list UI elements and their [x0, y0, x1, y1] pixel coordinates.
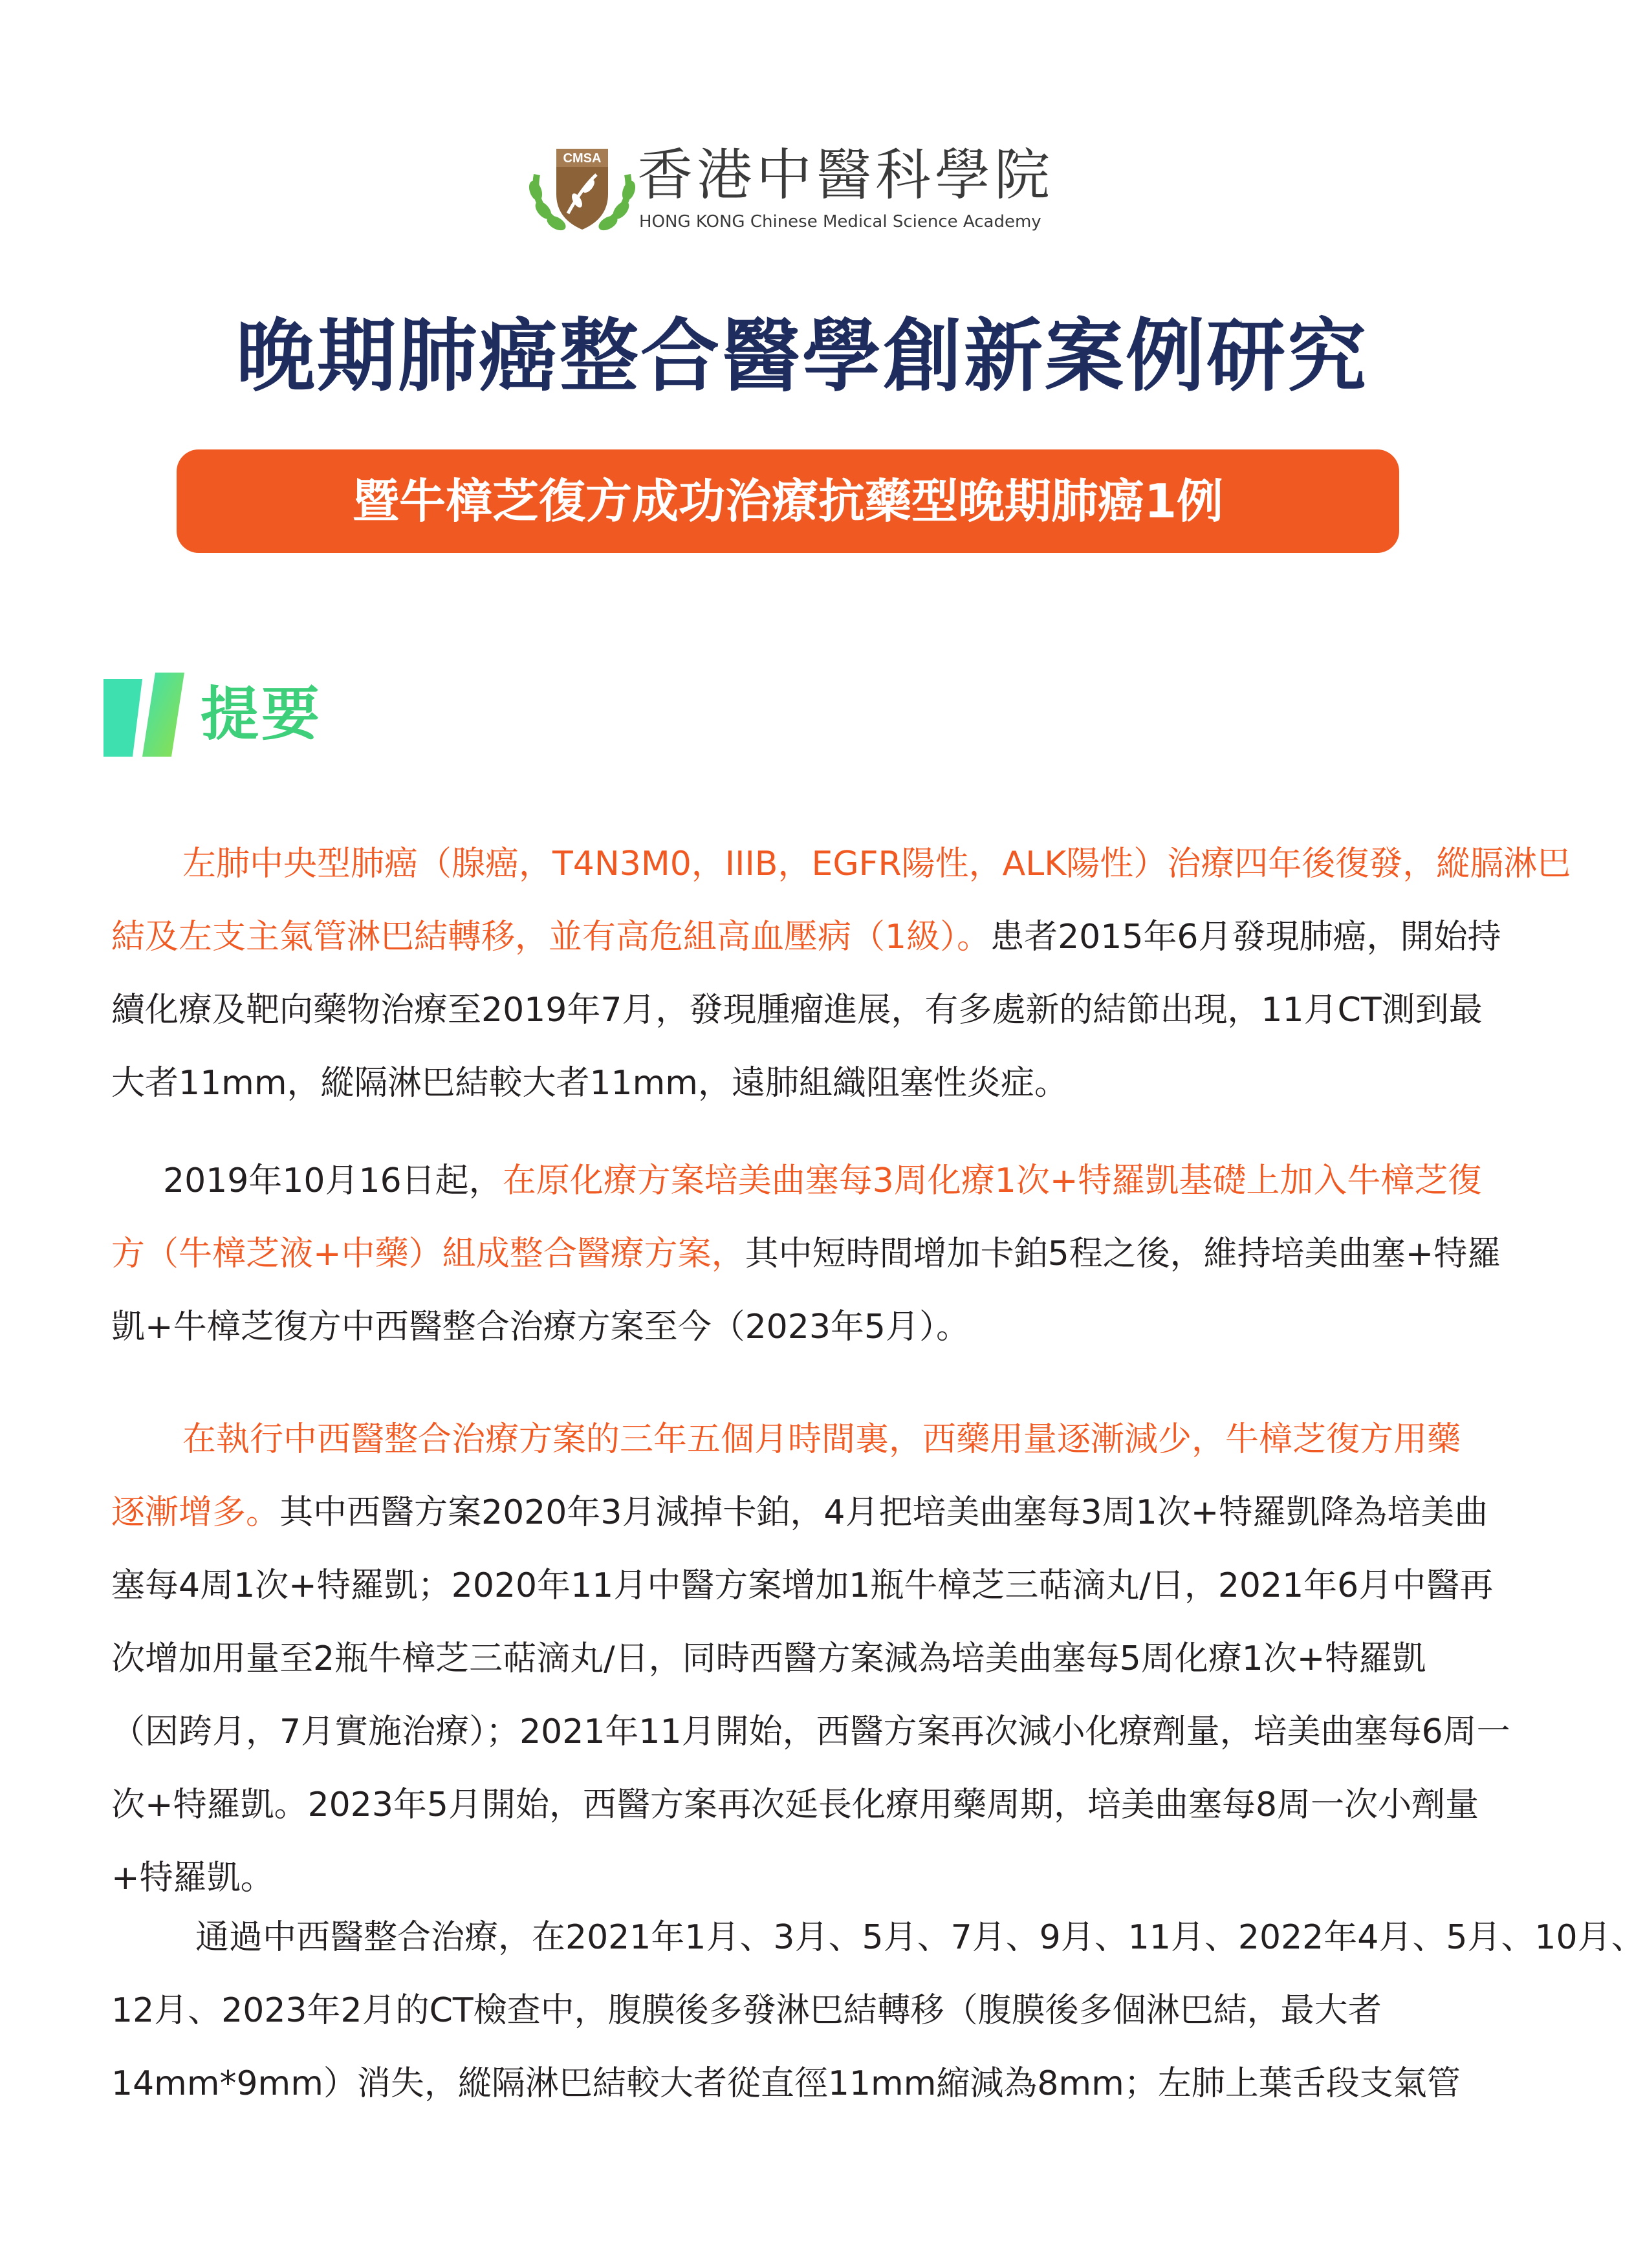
highlighted-text: 左肺中央型肺癌（腺癌，T4N3M0，IIIB，EGFR陽性，ALK陽性）治療四年後復發，縱膈淋巴 [182, 845, 1571, 883]
subtitle-text: 暨牛樟芝復方成功治療抗藥型晚期肺癌1例 [352, 474, 1224, 528]
summary-paragraph-1 [111, 828, 1571, 1120]
cmsa-emblem-icon [517, 136, 647, 239]
body-text: 其中短時間增加卡鉑5程之後，維持培美曲塞+特羅 [745, 1235, 1501, 1273]
paragraph-line [111, 828, 1571, 901]
section-marker-icon [103, 673, 188, 757]
body-text: 2019年10月16日起， [163, 1161, 503, 1200]
body-text: 凱+牛樟芝復方中西醫整合治療方案至今（2023年5月）。 [111, 1308, 970, 1346]
paragraph-line [111, 1974, 1496, 2047]
body-text: 次+特羅凱。2023年5月開始，西醫方案再次延長化療用藥周期，培美曲塞每8周一次小劑量 [111, 1786, 1479, 1824]
body-text: 其中西醫方案2020年3月減掉卡鉑，4月把培美曲塞每3周1次+特羅凱降為培美曲 [279, 1493, 1488, 1532]
subtitle-banner [177, 449, 1399, 553]
paragraph-line [111, 1403, 1496, 1476]
paragraph-line [111, 1696, 1510, 1769]
paragraph-line [111, 901, 1501, 974]
paragraph-line [111, 1769, 1496, 1842]
paragraph-line [111, 1623, 1496, 1696]
summary-paragraph-2 [111, 1145, 1501, 1364]
paragraph-line [111, 1291, 1496, 1364]
body-text: +特羅凱。 [111, 1859, 274, 1897]
body-text: 塞每4周1次+特羅凱；2020年11月中醫方案增加1瓶牛樟芝三萜滴丸/日，2021年6月中醫再 [111, 1566, 1494, 1605]
body-text: 大者11mm，縱隔淋巴結較大者11mm，遠肺組織阻塞性炎症。 [111, 1064, 1068, 1103]
body-text: 14mm*9mm）消失，縱隔淋巴結較大者從直徑11mm縮減為8mm；左肺上葉舌段支氣管 [111, 2064, 1461, 2103]
paragraph-line [111, 974, 1496, 1047]
org-name-en: HONG KONG Chinese Medical Science Academy [639, 212, 1041, 232]
highlighted-text: 結及左支主氣管淋巴結轉移，並有高危組高血壓病（1級）。 [111, 918, 991, 956]
page-title: 晚期肺癌整合醫學創新案例研究 [236, 310, 1368, 402]
body-text: 12月、2023年2月的CT檢查中，腹膜後多發淋巴結轉移（腹膜後多個淋巴結，最大者 [111, 1991, 1382, 2030]
section-header [103, 673, 492, 757]
paragraph-line [111, 1145, 1496, 1218]
paragraph-line [111, 1550, 1496, 1623]
paragraph-line [111, 1047, 1496, 1120]
highlighted-text: 在執行中西醫整合治療方案的三年五個月時間裏，西藥用量逐漸減少，牛樟芝復方用藥 [182, 1420, 1461, 1459]
org-name-cn: 香港中醫科學院 [637, 143, 1054, 208]
academy-logo [517, 136, 1087, 239]
body-text: 患者2015年6月發現肺癌，開始持 [990, 918, 1501, 956]
paragraph-line [111, 2047, 1496, 2121]
paragraph-line [111, 1901, 1645, 1974]
logo-badge-text: CMSA [563, 151, 602, 166]
body-text: 通過中西醫整合治療，在2021年1月、3月、5月、7月、9月、11月、2022年4月、5月、10月、 [195, 1918, 1645, 1957]
body-text: 次增加用量至2瓶牛樟芝三萜滴丸/日，同時西醫方案減為培美曲塞每5周化療1次+特羅凱 [111, 1639, 1426, 1678]
highlighted-text: 逐漸增多。 [111, 1493, 280, 1532]
paragraph-line [111, 1476, 1496, 1550]
body-text: （因跨月，7月實施治療）；2021年11月開始，西醫方案再次減小化療劑量，培美曲塞每6周一 [111, 1712, 1510, 1751]
section-title: 提要 [201, 680, 322, 748]
body-text: 續化療及靶向藥物治療至2019年7月，發現腫瘤進展，有多處新的結節出現，11月CT測到最 [111, 991, 1483, 1030]
summary-paragraph-3 [111, 1403, 1510, 1915]
highlighted-text: 方（牛樟芝液+中藥）組成整合醫療方案， [111, 1235, 745, 1273]
paragraph-line [111, 1218, 1501, 1291]
highlighted-text: 在原化療方案培美曲塞每3周化療1次+特羅凱基礎上加入牛樟芝復 [502, 1161, 1482, 1200]
summary-paragraph-4 [111, 1901, 1645, 2121]
